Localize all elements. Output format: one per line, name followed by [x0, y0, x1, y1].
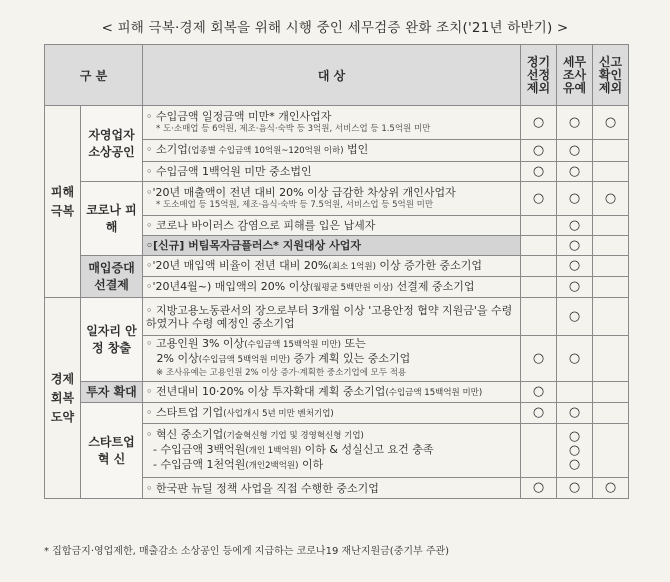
row-desc: ◦ 전년대비 10·20% 이상 투자확대 계획 중소기업(수입금액 15백억원 미만): [143, 382, 521, 403]
header-regular-exclusion: 정기선정제외: [521, 45, 557, 106]
mark-col1: [521, 424, 557, 478]
subcategory-investment: 투자 확대: [81, 382, 143, 403]
row-desc: ◦ 고용인원 3% 이상(수입금액 15백억원 미만) 또는 2% 이상(수입금액 5백억원 미만) 증가 계획 있는 중소기업 ※ 조사유예는 고용인원 2% 이상 증가·계획한 중소기업에 모두 적용: [143, 336, 521, 382]
mark-col3: [593, 140, 629, 162]
mark-col2: ○: [557, 478, 593, 499]
footnote: * 집합금지·영업제한, 매출감소 소상공인 등에게 지급하는 코로나19 재난지원금(중기부 주관): [44, 546, 450, 557]
table-row: [45, 256, 629, 277]
mark-col1: ○: [521, 182, 557, 216]
header-gubun: 구 분: [45, 45, 143, 106]
mark-col3: [593, 277, 629, 298]
mark-col2: ○: [557, 182, 593, 216]
mark-col1: [521, 277, 557, 298]
table-row: [45, 106, 629, 140]
mark-col3: [593, 256, 629, 277]
row-desc: ◦ 한국판 뉴딜 정책 사업을 직접 수행한 중소기업: [143, 478, 521, 499]
table-row: [45, 403, 629, 424]
mark-col2: ○: [557, 277, 593, 298]
mark-col2: ○: [557, 298, 593, 336]
mark-col1: [521, 236, 557, 256]
mark-col1: ○: [521, 140, 557, 162]
mark-col1: ○: [521, 382, 557, 403]
mark-col3: [593, 336, 629, 382]
row-desc-new: ◦[신규] 버팀목자금플러스* 지원대상 사업자: [143, 236, 521, 256]
mark-col1: [521, 298, 557, 336]
row-desc: ◦ 소기업(업종별 수입금액 10억원~120억원 이하) 법인: [143, 140, 521, 162]
mark-col3: [593, 162, 629, 182]
category-economic-recovery: 경제 회복 도약: [45, 298, 81, 499]
subcategory-corona-damage: 코로나 피 해: [81, 182, 143, 256]
mark-col3: ○: [593, 182, 629, 216]
mark-col2: ○: [557, 216, 593, 236]
header-daesang: 대 상: [143, 45, 521, 106]
table-row: [45, 298, 629, 336]
mark-col1: [521, 216, 557, 236]
mark-col2: ○: [557, 336, 593, 382]
row-desc: ◦'20년 매입액 비율이 전년 대비 20%(최소 1억원) 이상 증가한 중소기업: [143, 256, 521, 277]
mark-col1: ○: [521, 478, 557, 499]
subcategory-self-employed: 자영업자 소상공인: [81, 106, 143, 182]
mark-col3: [593, 236, 629, 256]
mark-col2: ○ ○ ○: [557, 424, 593, 478]
table-row: [45, 382, 629, 403]
mark-col2: [557, 382, 593, 403]
mark-col2: ○: [557, 140, 593, 162]
row-desc: ◦'20년4월~) 매입액의 20% 이상(월평균 5백만원 이상) 선결제 중소기업: [143, 277, 521, 298]
mark-col2: ○: [557, 403, 593, 424]
row-desc: ◦'20년 매출액이 전년 대비 20% 이상 급감한 차상위 개인사업자 * 도소매업 등 15억원, 제조·음식·숙박 등 7.5억원, 서비스업 등 5억원 미만: [143, 182, 521, 216]
mark-col2: ○: [557, 256, 593, 277]
mark-col1: ○: [521, 403, 557, 424]
mark-col3: [593, 216, 629, 236]
row-desc: ◦ 혁신 중소기업(기술혁신형 기업 및 경영혁신형 기업) - 수입금액 3백억원(개인 1백억원) 이하 & 성실신고 요건 충족 - 수입금액 1천억원(개인2백억원) 이하: [143, 424, 521, 478]
mark-col2: ○: [557, 106, 593, 140]
row-desc: ◦ 코로나 바이러스 감염으로 피해를 입은 납세자: [143, 216, 521, 236]
mark-col3: [593, 403, 629, 424]
table-title: < 피해 극복·경제 회복을 위해 시행 중인 세무검증 완화 조치('21년 하반기) >: [101, 20, 569, 36]
row-desc: ◦ 스타트업 기업(사업개시 5년 미만 벤처기업): [143, 403, 521, 424]
mark-col3: ○: [593, 106, 629, 140]
mark-col3: [593, 298, 629, 336]
mark-col1: ○: [521, 106, 557, 140]
subcategory-startup-innovation: 스타트업 혁 신: [81, 403, 143, 499]
mark-col1: [521, 256, 557, 277]
header-row: [45, 45, 629, 106]
mark-col2: ○: [557, 162, 593, 182]
tax-relief-table: [44, 44, 629, 499]
row-desc: ◦ 지방고용노동관서의 장으로부터 3개월 이상 '고용안정 협약 지원금'을 수령하였거나 수령 예정인 중소기업: [143, 298, 521, 336]
subcategory-purchase-prepay: 매입증대 선결제: [81, 256, 143, 298]
mark-col3: ○: [593, 478, 629, 499]
mark-col2: ○: [557, 236, 593, 256]
mark-col3: [593, 424, 629, 478]
header-audit-deferral: 세무조사유예: [557, 45, 593, 106]
table-row: [45, 182, 629, 216]
mark-col1: ○: [521, 162, 557, 182]
category-damage-recovery: 피해 극복: [45, 106, 81, 298]
row-desc: ◦ 수입금액 1백억원 미만 중소법인: [143, 162, 521, 182]
mark-col3: [593, 382, 629, 403]
row-desc: ◦ 수입금액 일정금액 미만* 개인사업자 * 도·소매업 등 6억원, 제조·음식·숙박 등 3억원, 서비스업 등 1.5억원 미만: [143, 106, 521, 140]
subcategory-job-stability: 일자리 안정 창출: [81, 298, 143, 382]
mark-col1: ○: [521, 336, 557, 382]
header-report-exclusion: 신고확인제외: [593, 45, 629, 106]
